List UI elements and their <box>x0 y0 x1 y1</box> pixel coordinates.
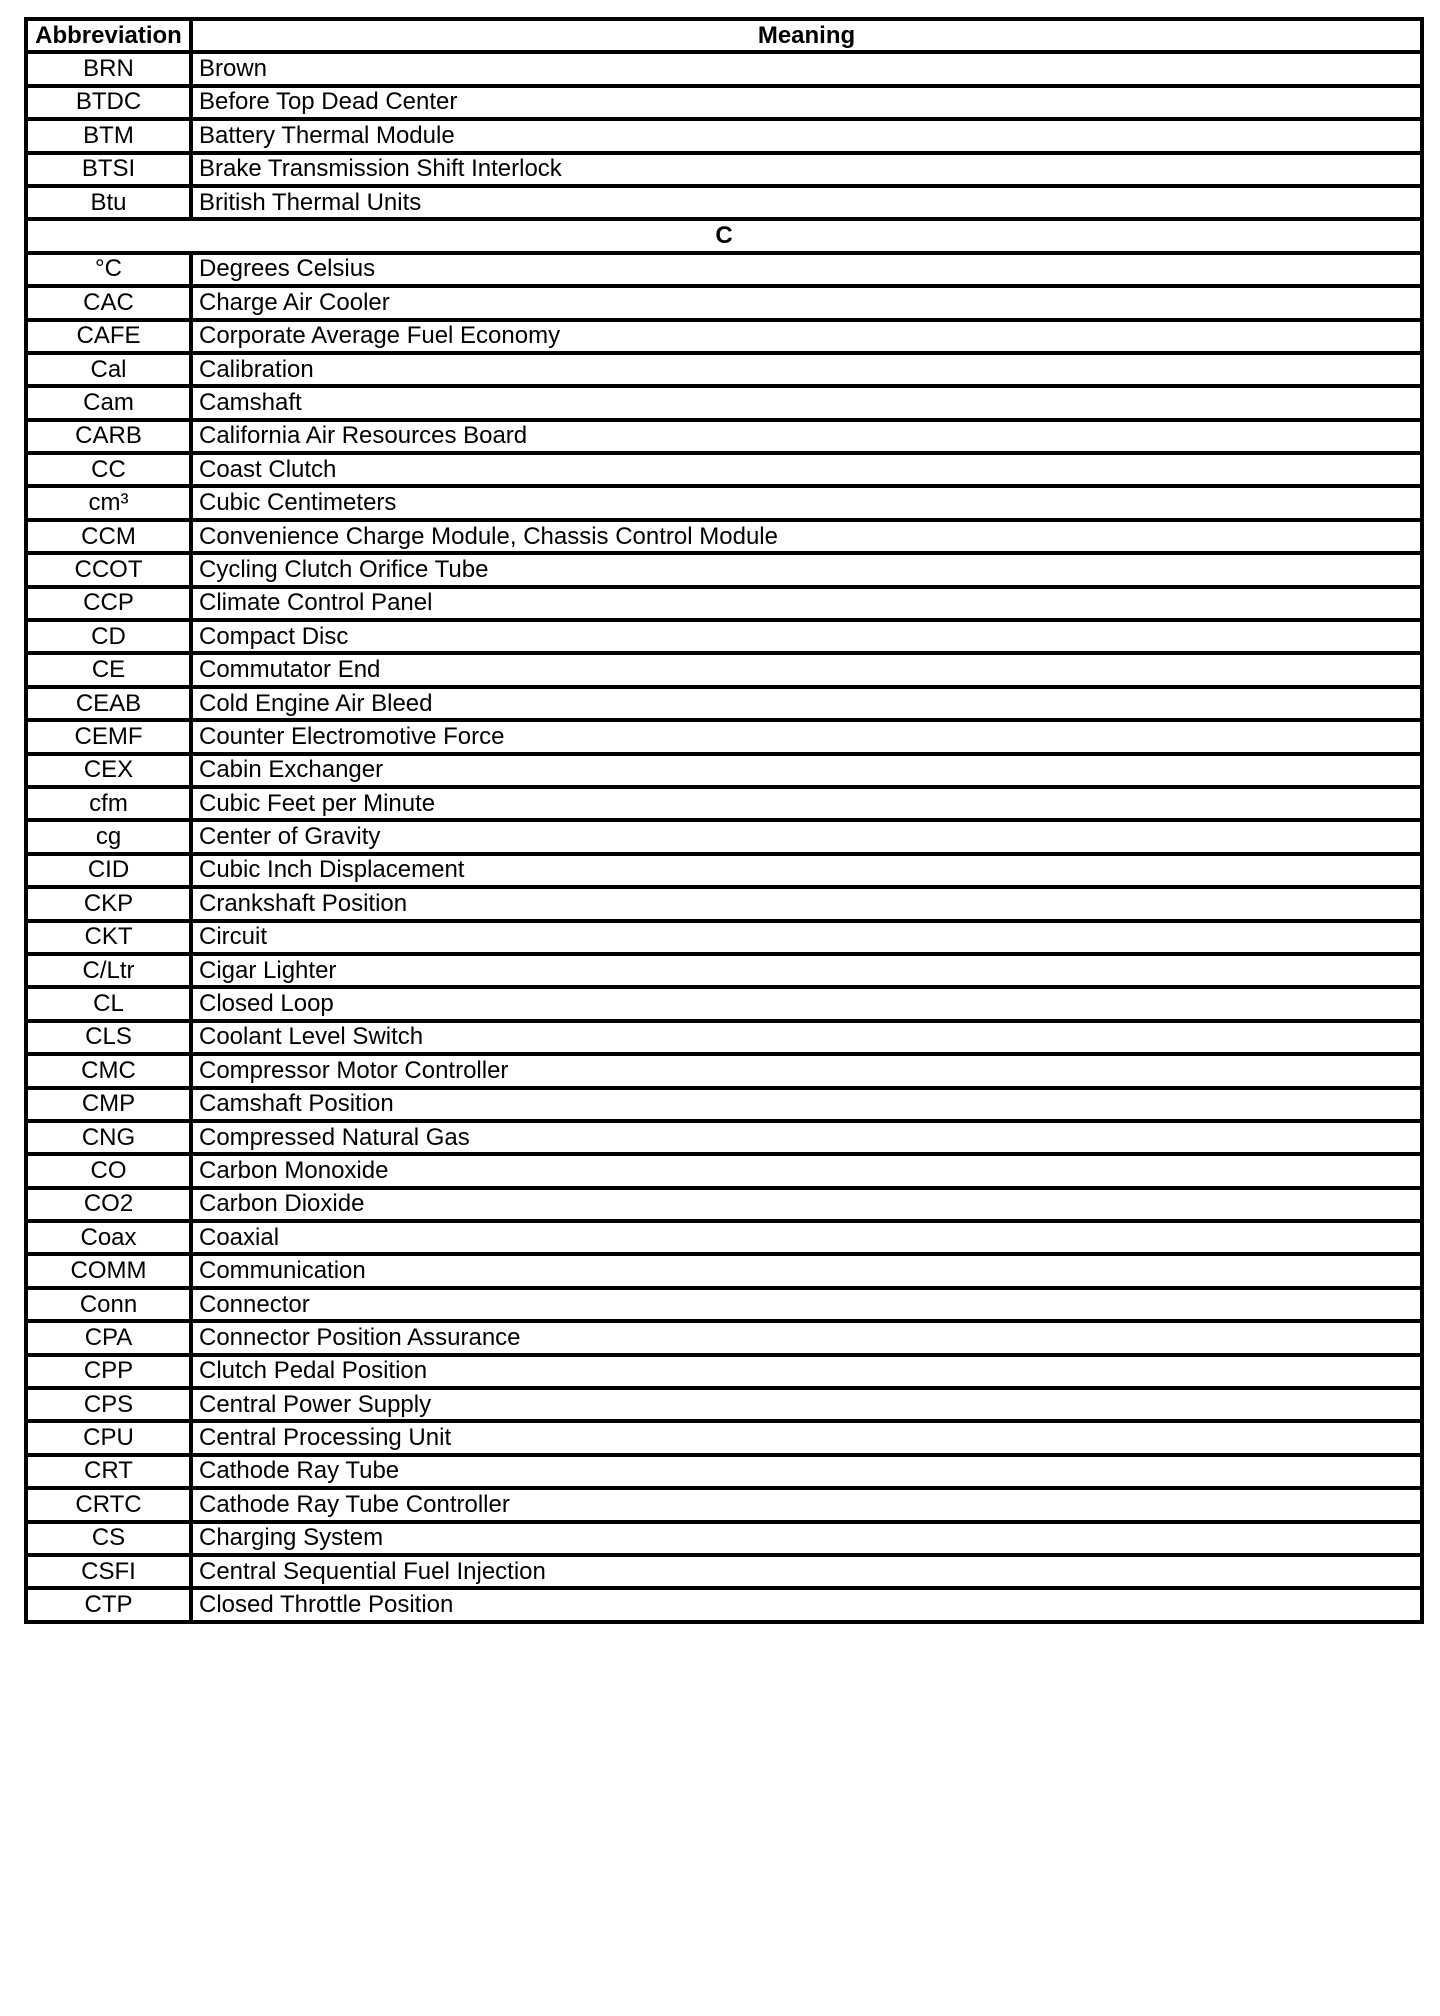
table-row <box>26 1054 1422 1087</box>
table-row <box>26 1588 1422 1621</box>
table-row <box>26 353 1422 386</box>
abbreviation-cell: CO <box>26 1154 191 1187</box>
table-row <box>26 921 1422 954</box>
abbreviation-cell: CTP <box>26 1588 191 1621</box>
meaning-cell: Carbon Dioxide <box>191 1188 1422 1221</box>
abbreviation-header: Abbreviation <box>26 19 191 52</box>
table-row <box>26 119 1422 152</box>
meaning-cell: Brake Transmission Shift Interlock <box>191 153 1422 186</box>
meaning-cell: Communication <box>191 1254 1422 1287</box>
meaning-cell: Cubic Inch Displacement <box>191 854 1422 887</box>
table-row <box>26 520 1422 553</box>
meaning-cell: Central Sequential Fuel Injection <box>191 1555 1422 1588</box>
meaning-cell: Climate Control Panel <box>191 587 1422 620</box>
meaning-cell: Counter Electromotive Force <box>191 720 1422 753</box>
abbreviation-cell: cg <box>26 820 191 853</box>
meaning-cell: British Thermal Units <box>191 186 1422 219</box>
abbreviation-cell: CS <box>26 1522 191 1555</box>
abbreviation-cell: BRN <box>26 52 191 85</box>
meaning-cell: Connector Position Assurance <box>191 1321 1422 1354</box>
header-row <box>26 19 1422 52</box>
table-row <box>26 687 1422 720</box>
table-row <box>26 1555 1422 1588</box>
abbreviation-cell: BTDC <box>26 86 191 119</box>
abbreviation-cell: C/Ltr <box>26 954 191 987</box>
table-row <box>26 1221 1422 1254</box>
table-row <box>26 887 1422 920</box>
abbreviation-cell: CPP <box>26 1355 191 1388</box>
abbreviation-table <box>24 17 1424 1624</box>
table-row <box>26 1121 1422 1154</box>
meaning-cell: Corporate Average Fuel Economy <box>191 320 1422 353</box>
abbreviation-cell: CD <box>26 620 191 653</box>
abbreviation-cell: CNG <box>26 1121 191 1154</box>
meaning-cell: Cigar Lighter <box>191 954 1422 987</box>
abbreviation-cell: CEMF <box>26 720 191 753</box>
meaning-cell: Connector <box>191 1288 1422 1321</box>
abbreviation-cell: cfm <box>26 787 191 820</box>
table-row <box>26 153 1422 186</box>
abbreviation-cell: Btu <box>26 186 191 219</box>
meaning-cell: Central Processing Unit <box>191 1421 1422 1454</box>
table-row <box>26 52 1422 85</box>
abbreviation-cell: °C <box>26 253 191 286</box>
meaning-cell: Coolant Level Switch <box>191 1021 1422 1054</box>
abbreviation-cell: CEAB <box>26 687 191 720</box>
abbreviation-cell: CKP <box>26 887 191 920</box>
meaning-cell: California Air Resources Board <box>191 420 1422 453</box>
meaning-cell: Degrees Celsius <box>191 253 1422 286</box>
abbreviation-cell: CID <box>26 854 191 887</box>
abbreviation-cell: CE <box>26 653 191 686</box>
meaning-cell: Compact Disc <box>191 620 1422 653</box>
abbreviation-cell: CAFE <box>26 320 191 353</box>
table-row <box>26 486 1422 519</box>
table-row <box>26 1088 1422 1121</box>
meaning-cell: Cold Engine Air Bleed <box>191 687 1422 720</box>
meaning-cell: Coaxial <box>191 1221 1422 1254</box>
meaning-cell: Cubic Feet per Minute <box>191 787 1422 820</box>
meaning-cell: Crankshaft Position <box>191 887 1422 920</box>
table-row <box>26 954 1422 987</box>
meaning-cell: Charging System <box>191 1522 1422 1555</box>
meaning-cell: Clutch Pedal Position <box>191 1355 1422 1388</box>
table-row <box>26 820 1422 853</box>
table-row <box>26 253 1422 286</box>
meaning-cell: Brown <box>191 52 1422 85</box>
table-row <box>26 420 1422 453</box>
abbreviation-cell: Coax <box>26 1221 191 1254</box>
table-row <box>26 1321 1422 1354</box>
abbreviation-cell: cm³ <box>26 486 191 519</box>
table-row <box>26 1355 1422 1388</box>
section-letter: C <box>26 219 1422 252</box>
meaning-cell: Circuit <box>191 921 1422 954</box>
table-row <box>26 620 1422 653</box>
table-row <box>26 1388 1422 1421</box>
table-row <box>26 286 1422 319</box>
table-row <box>26 720 1422 753</box>
meaning-header: Meaning <box>191 19 1422 52</box>
abbreviation-cell: CKT <box>26 921 191 954</box>
table-row <box>26 1522 1422 1555</box>
table-row <box>26 1188 1422 1221</box>
meaning-cell: Coast Clutch <box>191 453 1422 486</box>
table-row <box>26 553 1422 586</box>
meaning-cell: Closed Throttle Position <box>191 1588 1422 1621</box>
abbreviation-cell: CMP <box>26 1088 191 1121</box>
meaning-cell: Battery Thermal Module <box>191 119 1422 152</box>
abbreviation-cell: CPA <box>26 1321 191 1354</box>
meaning-cell: Compressed Natural Gas <box>191 1121 1422 1154</box>
meaning-cell: Camshaft Position <box>191 1088 1422 1121</box>
meaning-cell: Closed Loop <box>191 987 1422 1020</box>
abbreviation-cell: CSFI <box>26 1555 191 1588</box>
meaning-cell: Calibration <box>191 353 1422 386</box>
meaning-cell: Cabin Exchanger <box>191 754 1422 787</box>
meaning-cell: Cubic Centimeters <box>191 486 1422 519</box>
abbreviation-cell: CRTC <box>26 1488 191 1521</box>
table-row <box>26 787 1422 820</box>
table-row <box>26 854 1422 887</box>
meaning-cell: Center of Gravity <box>191 820 1422 853</box>
table-row <box>26 186 1422 219</box>
table-row <box>26 453 1422 486</box>
table-row <box>26 653 1422 686</box>
table-row <box>26 386 1422 419</box>
abbreviation-cell: COMM <box>26 1254 191 1287</box>
table-row <box>26 987 1422 1020</box>
abbreviation-cell: CL <box>26 987 191 1020</box>
abbreviation-cell: CRT <box>26 1455 191 1488</box>
table-row <box>26 1288 1422 1321</box>
abbreviation-cell: CMC <box>26 1054 191 1087</box>
abbreviation-cell: CCP <box>26 587 191 620</box>
table-row <box>26 1455 1422 1488</box>
abbreviation-cell: CCOT <box>26 553 191 586</box>
table-row <box>26 1488 1422 1521</box>
abbreviation-cell: BTM <box>26 119 191 152</box>
abbreviation-cell: CAC <box>26 286 191 319</box>
meaning-cell: Charge Air Cooler <box>191 286 1422 319</box>
meaning-cell: Cathode Ray Tube <box>191 1455 1422 1488</box>
table-row <box>26 1254 1422 1287</box>
abbreviation-cell: CO2 <box>26 1188 191 1221</box>
table-row <box>26 320 1422 353</box>
meaning-cell: Cathode Ray Tube Controller <box>191 1488 1422 1521</box>
table-row <box>26 86 1422 119</box>
abbreviation-cell: Cam <box>26 386 191 419</box>
table-row <box>26 1154 1422 1187</box>
section-row <box>26 219 1422 252</box>
table-row <box>26 1021 1422 1054</box>
table-body <box>26 52 1422 1621</box>
meaning-cell: Commutator End <box>191 653 1422 686</box>
meaning-cell: Compressor Motor Controller <box>191 1054 1422 1087</box>
meaning-cell: Before Top Dead Center <box>191 86 1422 119</box>
abbreviation-cell: CEX <box>26 754 191 787</box>
abbreviation-cell: Conn <box>26 1288 191 1321</box>
abbreviation-cell: CC <box>26 453 191 486</box>
meaning-cell: Central Power Supply <box>191 1388 1422 1421</box>
abbreviation-cell: BTSI <box>26 153 191 186</box>
abbreviation-cell: CPU <box>26 1421 191 1454</box>
meaning-cell: Cycling Clutch Orifice Tube <box>191 553 1422 586</box>
abbreviation-cell: CLS <box>26 1021 191 1054</box>
abbreviation-cell: Cal <box>26 353 191 386</box>
abbreviation-cell: CARB <box>26 420 191 453</box>
table-row <box>26 587 1422 620</box>
meaning-cell: Convenience Charge Module, Chassis Control Module <box>191 520 1422 553</box>
abbreviation-cell: CPS <box>26 1388 191 1421</box>
meaning-cell: Camshaft <box>191 386 1422 419</box>
table-row <box>26 754 1422 787</box>
table-row <box>26 1421 1422 1454</box>
meaning-cell: Carbon Monoxide <box>191 1154 1422 1187</box>
abbreviation-cell: CCM <box>26 520 191 553</box>
